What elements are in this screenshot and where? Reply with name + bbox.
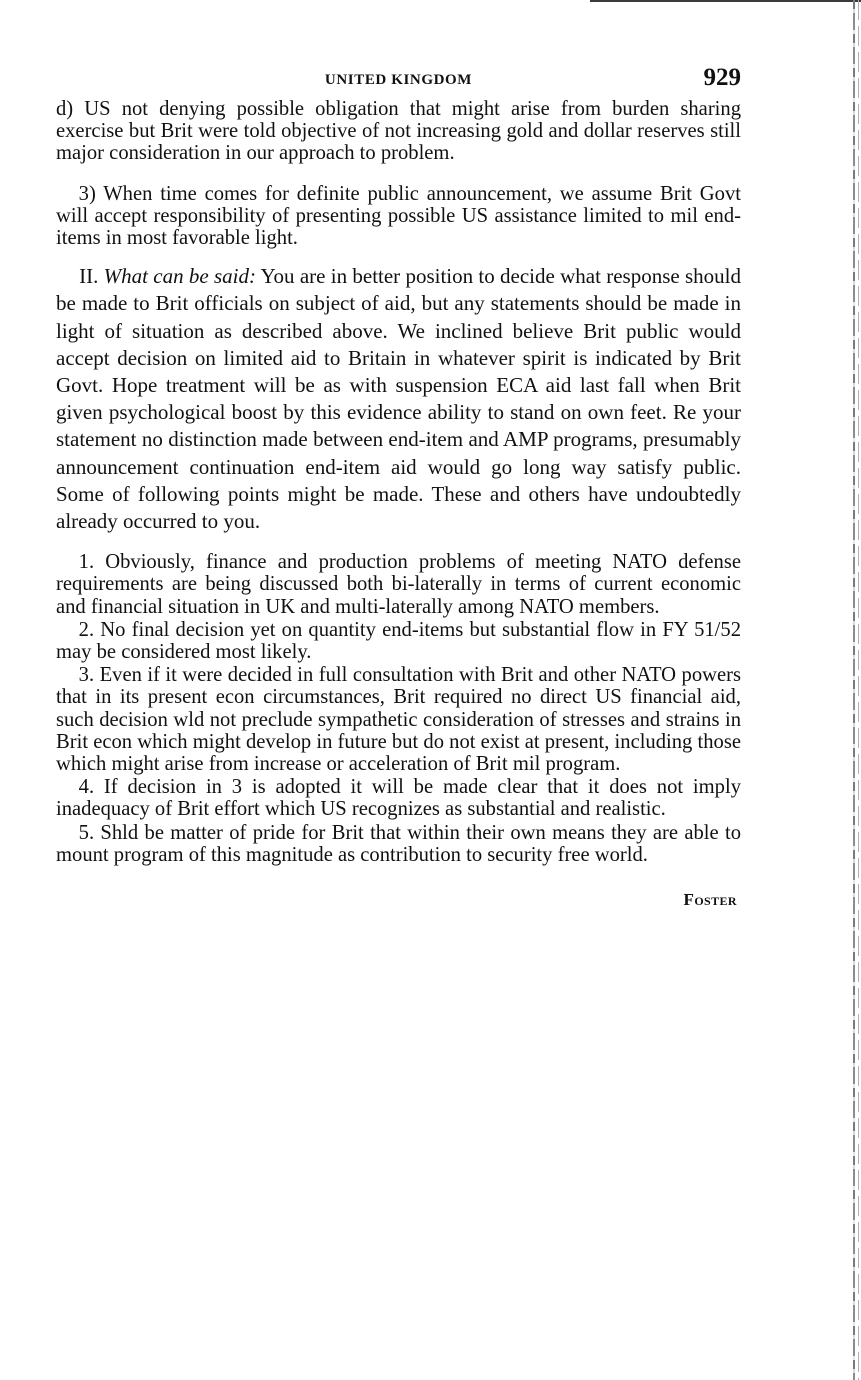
running-title: UNITED KINGDOM	[324, 72, 473, 88]
point-1: 1. Obviously, finance and production problems of meeting NATO defense requirements are being discussed both bi-laterally in terms of current economic and financial situation in UK and multi-laterally among NATO members.	[56, 551, 741, 618]
section-ii-text: You are in better position to decide what response should be made to Brit officials on subject of aid, but any statements should be made in light of situation as described above. We inclined believe Brit public would accept decision on limited aid to Britain in whatever spirit is indicated by Brit Govt. Hope treatment will be as with suspension ECA aid last fall when Brit given psychological boost by this evidence ability to stand on own feet. Re your statement no distinction made between end-item and AMP programs, presumably announcement continuation end-item aid would go long way satisfy public. Some of following points might be made. These and others have undoubtedly already occurred to you.	[56, 264, 741, 534]
paragraph-3: 3) When time comes for definite public announcement, we assume Brit Govt will accept responsibility of presenting possible US assistance limited to mil end-items in most favorable light.	[56, 182, 741, 250]
page-number: 929	[703, 64, 741, 91]
point-4: 4. If decision in 3 is adopted it will be made clear that it does not imply inadequacy of Brit effort which US recognizes as substantial and realistic.	[56, 776, 741, 821]
point-3: 3. Even if it were decided in full consultation with Brit and other NATO powers that in its present econ circumstances, Brit required no direct US financial aid, such decision wld not preclude sympathetic consideration of stresses and strains in Brit econ which might develop in future but do not exist at present, including those which might arise from increase or acceleration of Brit mil program.	[56, 664, 741, 776]
signature-name: Foster	[683, 890, 737, 910]
scan-edge-top	[590, 0, 861, 2]
scan-edge-right-shadow	[858, 0, 859, 1380]
document-page	[56, 62, 741, 910]
running-header	[56, 62, 741, 98]
point-2: 2. No final decision yet on quantity end-items but substantial flow in FY 51/52 may be considered most likely.	[56, 618, 741, 664]
point-5: 5. Shld be matter of pride for Brit that within their own means they are able to mount program of this magnitude as contribution to security free world.	[56, 821, 741, 866]
section-ii-paragraph	[56, 263, 741, 535]
section-ii-heading: What can be said:	[103, 264, 256, 289]
scan-edge-right	[853, 0, 855, 1380]
paragraph-d: d) US not denying possible obligation that might arise from burden sharing exercise but Brit were told objective of not increasing gold and dollar reserves still major consideration in our approach to problem.	[56, 98, 741, 165]
section-ii-numeral: II.	[79, 264, 99, 289]
signature	[56, 890, 741, 910]
